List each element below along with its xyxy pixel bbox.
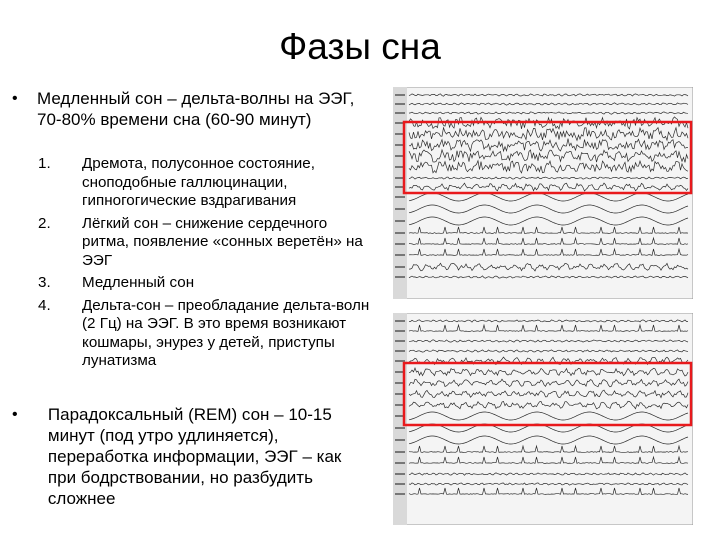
- item-number: 1.: [38, 155, 51, 172]
- eeg-trace-image: [393, 313, 693, 525]
- list-item: [38, 155, 370, 211]
- stages-list: [38, 155, 370, 375]
- bullet-dot: •: [12, 90, 18, 107]
- slide-title: Фазы сна: [279, 26, 441, 67]
- bullet-text: Медленный сон – дельта-волны на ЭЭГ, 70-80% времени сна (60-90 минут): [37, 89, 355, 129]
- item-text: Медленный сон: [82, 274, 195, 291]
- list-item: [38, 215, 370, 271]
- list-item: [38, 297, 370, 371]
- item-number: 3.: [38, 274, 51, 291]
- list-item: [38, 274, 370, 293]
- bullet-text: Парадоксальный (REM) сон – 10-15 минут (под утро удлиняется), переработка информации, ЭЭГ – как при бодрствовании, но разбудить сложнее: [47, 405, 342, 508]
- item-number: 4.: [38, 296, 51, 314]
- bullet-slow-sleep: [12, 88, 372, 130]
- bullet-rem-sleep: [12, 404, 362, 509]
- eeg-frame: [393, 313, 693, 525]
- item-text: Дремота, полусонное состояние, сноподобные галлюцинации, гипногогические вздрагивания: [82, 155, 315, 209]
- eeg-trace-image: [393, 87, 693, 299]
- bullet-dot: •: [12, 406, 18, 423]
- item-text: Лёгкий сон – снижение сердечного ритма, появление «сонных веретён» на ЭЭГ: [82, 214, 363, 269]
- item-number: 2.: [38, 214, 51, 232]
- item-text: Дельта-сон – преобладание дельта-волн (2 Гц) на ЭЭГ. В это время возникают кошмары, энурез у детей, приступы лунатизма: [82, 296, 370, 369]
- eeg-recording-top: [393, 87, 693, 299]
- eeg-recording-bottom: [393, 313, 693, 525]
